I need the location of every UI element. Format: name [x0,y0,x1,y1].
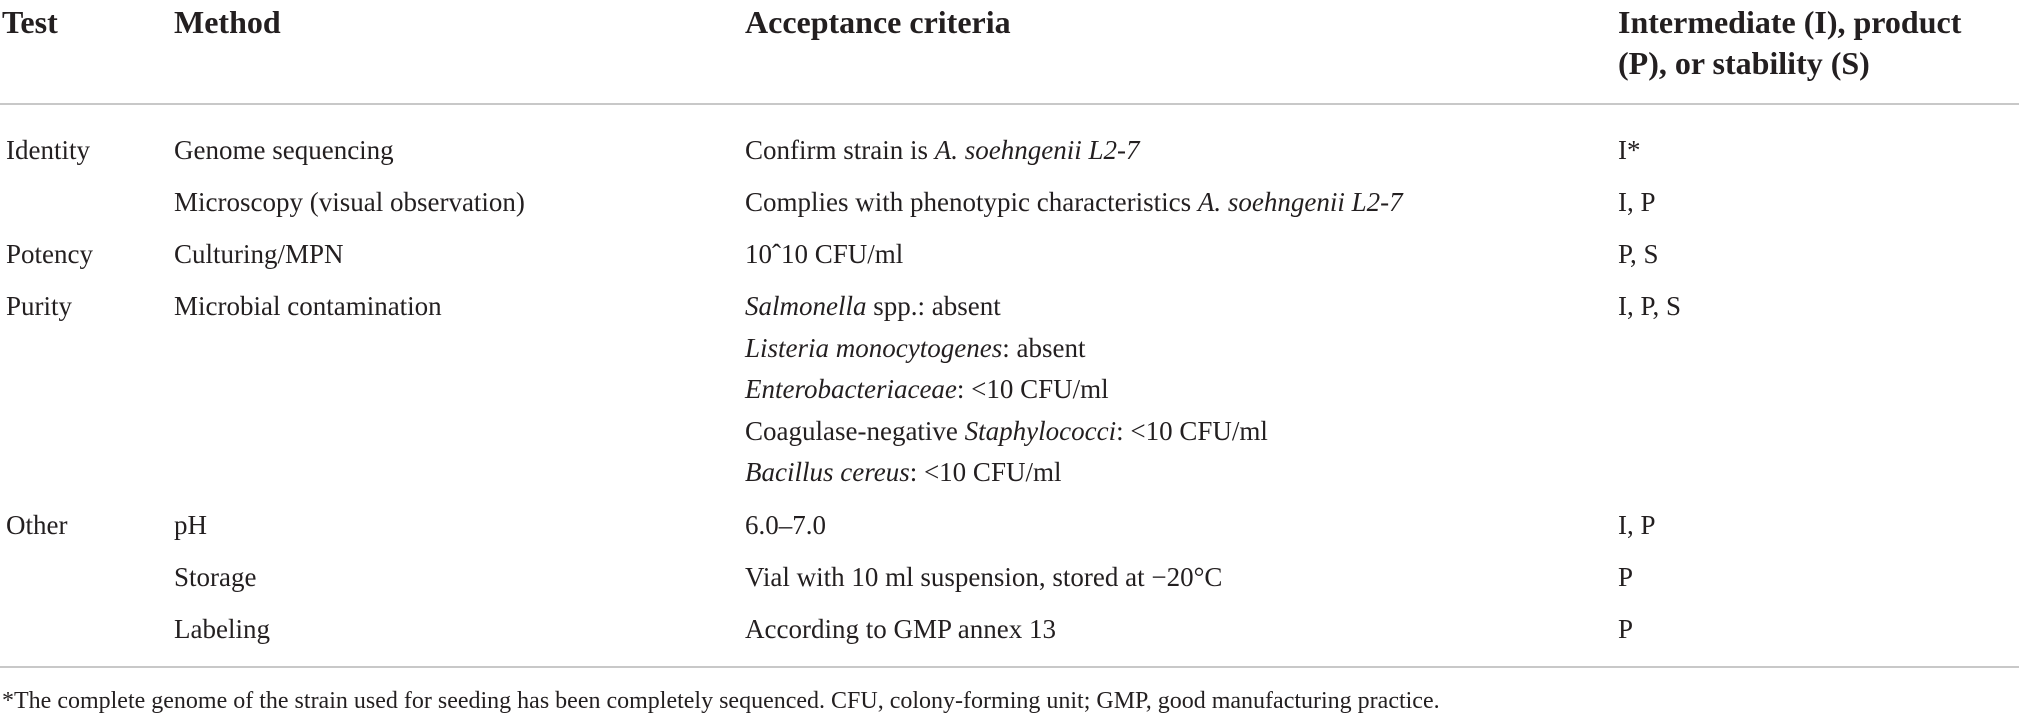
header-method: Method [174,4,281,40]
cell-stage: I* [1618,135,1641,165]
cell-acceptance-criteria [745,557,1222,599]
cell-acceptance-criteria [745,286,1268,494]
cell-stage: P, S [1618,239,1659,269]
criteria-line: Listeria monocytogenes: absent [745,332,1086,363]
criteria-line: Salmonella spp.: absent [745,291,1001,321]
cell-method: pH [174,510,207,540]
footer-rule [0,666,2019,668]
cell-test: Potency [6,239,93,269]
cell-acceptance-criteria [745,182,1403,224]
cell-stage: P [1618,562,1634,592]
criteria-line: According to GMP annex 13 [745,614,1056,644]
criteria-line: Bacillus cereus: <10 CFU/ml [745,457,1062,487]
cell-acceptance-criteria [745,234,903,276]
cell-method: Genome sequencing [174,135,394,165]
criteria-line: 6.0–7.0 [745,510,826,540]
criteria-line: Confirm strain is A. soehngenii L2-7 [745,135,1140,165]
cell-stage: I, P [1618,187,1656,217]
cell-stage: I, P, S [1618,291,1682,321]
table-footnote: *The complete genome of the strain used for seeding has been completely sequenced. CFU, colony-forming unit; GMP, good manufacturing practice. [2,688,1440,714]
cell-method: Culturing/MPN [174,239,344,269]
header-test: Test [2,4,58,40]
cell-method: Microbial contamination [174,291,442,321]
cell-stage: I, P [1618,510,1656,540]
cell-test: Purity [6,291,73,321]
cell-method: Labeling [174,614,270,644]
table-header [0,0,2019,104]
criteria-line: Complies with phenotypic characteristics A. soehngenii L2-7 [745,187,1403,217]
header-stage-line1: Intermediate (I), product [1618,4,1962,40]
criteria-line: Coagulase-negative Staphylococci: <10 CFU/ml [745,415,1268,446]
criteria-line: Enterobacteriaceae: <10 CFU/ml [745,374,1109,404]
header-acceptance-criteria: Acceptance criteria [745,4,1011,40]
cell-method: Storage [174,562,257,592]
header-rule [0,103,2019,105]
cell-test: Identity [6,135,90,165]
cell-acceptance-criteria [745,130,1139,172]
cell-test: Other [6,510,68,540]
cell-acceptance-criteria [745,609,1056,651]
cell-stage: P [1618,614,1634,644]
criteria-line: 10ˆ10 CFU/ml [745,239,904,269]
criteria-line: Vial with 10 ml suspension, stored at −20°C [745,562,1223,592]
cell-method: Microscopy (visual observation) [174,187,525,217]
cell-acceptance-criteria [745,505,826,547]
header-stage-line2: (P), or stability (S) [1618,45,1870,81]
